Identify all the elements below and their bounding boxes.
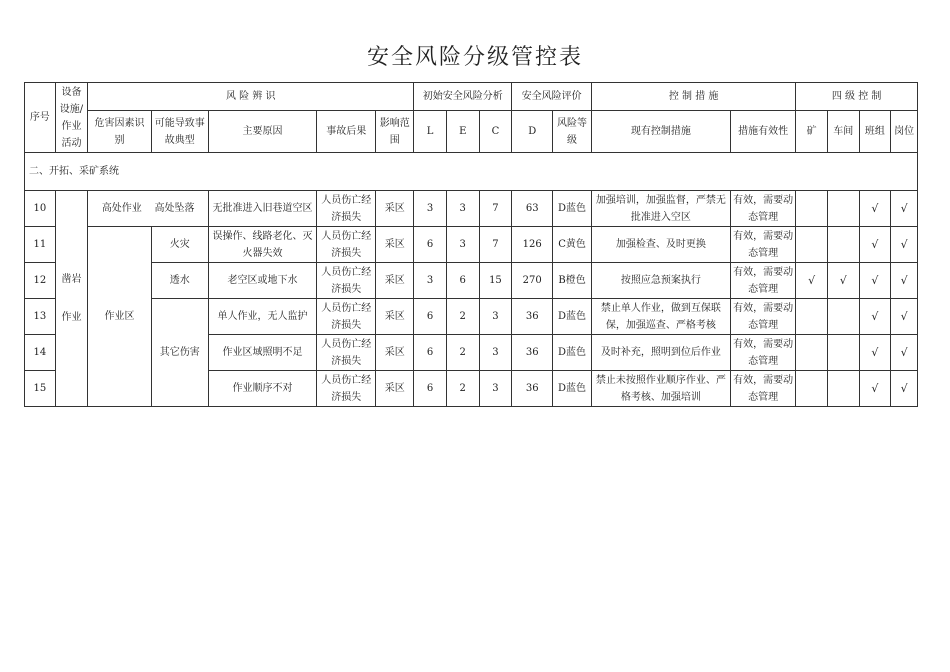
row-team-check: √: [859, 263, 891, 299]
row-cause: 误操作、线路老化、灭火器失效: [208, 227, 316, 263]
header-existing-measures: 现有控制措施: [591, 111, 730, 153]
header-risk-identification: 风 险 辨 识: [88, 83, 414, 111]
row-measure: 禁止未按照作业顺序作业、严格考核、加强培训: [591, 371, 730, 407]
header-four-level-control: 四 级 控 制: [796, 83, 918, 111]
row-level: C黄色: [553, 227, 592, 263]
row-mine: [796, 335, 828, 371]
area-group-cell: 作业区: [88, 227, 151, 407]
row-D: 36: [512, 299, 553, 335]
row-team-check: √: [859, 371, 891, 407]
row-seq: 11: [25, 227, 56, 263]
header-mine: 矿: [796, 111, 828, 153]
header-control-measures: 控 制 措 施: [591, 83, 795, 111]
row-mine: [796, 227, 828, 263]
row-cause: 单人作业，无人监护: [208, 299, 316, 335]
row-L: 3: [414, 191, 447, 227]
row-mine-check: √: [796, 263, 828, 299]
section-title: 二、开拓、采矿系统: [25, 153, 918, 191]
row-D: 36: [512, 335, 553, 371]
row-E: 2: [446, 371, 479, 407]
header-team: 班组: [859, 111, 891, 153]
row-level: D蓝色: [553, 335, 592, 371]
page-title: 安全风险分级管控表: [366, 45, 583, 70]
row-scope: 采区: [376, 191, 414, 227]
row-effect: 有效，需要动态管理: [730, 335, 795, 371]
row-measure: 禁止单人作业，做到互保联保，加强巡查、严格考核: [591, 299, 730, 335]
row-level: D蓝色: [553, 299, 592, 335]
header-consequence: 事故后果: [317, 111, 376, 153]
header-risk-evaluation: 安全风险评价: [512, 83, 592, 111]
row-scope: 采区: [376, 335, 414, 371]
other-injury-group-cell: 其它伤害: [151, 299, 208, 407]
row-seq: 15: [25, 371, 56, 407]
row-consequence: 人员伤亡经济损失: [317, 371, 376, 407]
risk-control-table: [24, 82, 918, 407]
row-mine: [796, 371, 828, 407]
row-seq: 13: [25, 299, 56, 335]
row-C: 3: [479, 335, 512, 371]
row-effect: 有效，需要动态管理: [730, 191, 795, 227]
row-consequence: 人员伤亡经济损失: [317, 335, 376, 371]
row-post-check: √: [891, 227, 918, 263]
row-team-check: √: [859, 299, 891, 335]
row-effect: 有效，需要动态管理: [730, 299, 795, 335]
row-accident: 火灾: [151, 227, 208, 263]
row-D: 36: [512, 371, 553, 407]
header-hazard-factor: 危害因素识别: [88, 111, 151, 153]
row-scope: 采区: [376, 299, 414, 335]
row-D: 270: [512, 263, 553, 299]
row-post-check: √: [891, 191, 918, 227]
row-hazard: 高处作业 高处坠落: [88, 191, 209, 227]
row-C: 7: [479, 227, 512, 263]
row-measure: 按照应急预案执行: [591, 263, 730, 299]
row-workshop: [827, 371, 859, 407]
row-E: 6: [446, 263, 479, 299]
row-measure: 及时补充，照明到位后作业: [591, 335, 730, 371]
row-seq: 12: [25, 263, 56, 299]
row-E: 2: [446, 299, 479, 335]
row-mine: [796, 299, 828, 335]
header-possible-accident: 可能导致事故典型: [151, 111, 208, 153]
row-workshop: [827, 227, 859, 263]
row-measure: 加强培训，加强监督，严禁无批准进入空区: [591, 191, 730, 227]
row-effect: 有效，需要动态管理: [730, 227, 795, 263]
row-cause: 无批准进入旧巷道空区: [208, 191, 316, 227]
row-level: D蓝色: [553, 371, 592, 407]
row-accident: 透水: [151, 263, 208, 299]
row-post-check: √: [891, 263, 918, 299]
row-C: 7: [479, 191, 512, 227]
row-post-check: √: [891, 299, 918, 335]
row-D: 63: [512, 191, 553, 227]
row-workshop: [827, 191, 859, 227]
header-seq: 序号: [25, 83, 56, 153]
row-effect: 有效，需要动态管理: [730, 263, 795, 299]
row-scope: 采区: [376, 227, 414, 263]
facility-group-cell: 凿岩作业: [55, 191, 88, 407]
row-C: 3: [479, 299, 512, 335]
header-workshop: 车间: [827, 111, 859, 153]
row-C: 15: [479, 263, 512, 299]
header-L: L: [414, 111, 447, 153]
row-team-check: √: [859, 335, 891, 371]
row-L: 6: [414, 227, 447, 263]
row-E: 3: [446, 227, 479, 263]
row-cause: 作业区域照明不足: [208, 335, 316, 371]
row-C: 3: [479, 371, 512, 407]
header-risk-level: 风险等级: [553, 111, 592, 153]
header-scope: 影响范围: [376, 111, 414, 153]
row-team-check: √: [859, 227, 891, 263]
header-initial-analysis: 初始安全风险分析: [414, 83, 512, 111]
row-workshop: [827, 299, 859, 335]
row-consequence: 人员伤亡经济损失: [317, 227, 376, 263]
header-E: E: [446, 111, 479, 153]
row-workshop: [827, 335, 859, 371]
header-effectiveness: 措施有效性: [730, 111, 795, 153]
header-D: D: [512, 111, 553, 153]
row-cause: 老空区或地下水: [208, 263, 316, 299]
row-consequence: 人员伤亡经济损失: [317, 299, 376, 335]
header-main-cause: 主要原因: [208, 111, 316, 153]
row-team-check: √: [859, 191, 891, 227]
row-L: 6: [414, 335, 447, 371]
row-scope: 采区: [376, 371, 414, 407]
row-mine: [796, 191, 828, 227]
row-E: 3: [446, 191, 479, 227]
header-facility: 设备设施/作业活动: [55, 83, 88, 153]
header-C: C: [479, 111, 512, 153]
header-post: 岗位: [891, 111, 918, 153]
row-post-check: √: [891, 371, 918, 407]
row-scope: 采区: [376, 263, 414, 299]
row-effect: 有效，需要动态管理: [730, 371, 795, 407]
row-seq: 10: [25, 191, 56, 227]
row-post-check: √: [891, 335, 918, 371]
row-measure: 加强检查、及时更换: [591, 227, 730, 263]
row-workshop-check: √: [827, 263, 859, 299]
row-L: 3: [414, 263, 447, 299]
row-consequence: 人员伤亡经济损失: [317, 191, 376, 227]
row-E: 2: [446, 335, 479, 371]
row-level: D蓝色: [553, 191, 592, 227]
row-level: B橙色: [553, 263, 592, 299]
row-D: 126: [512, 227, 553, 263]
row-L: 6: [414, 299, 447, 335]
row-L: 6: [414, 371, 447, 407]
row-seq: 14: [25, 335, 56, 371]
row-consequence: 人员伤亡经济损失: [317, 263, 376, 299]
row-cause: 作业顺序不对: [208, 371, 316, 407]
